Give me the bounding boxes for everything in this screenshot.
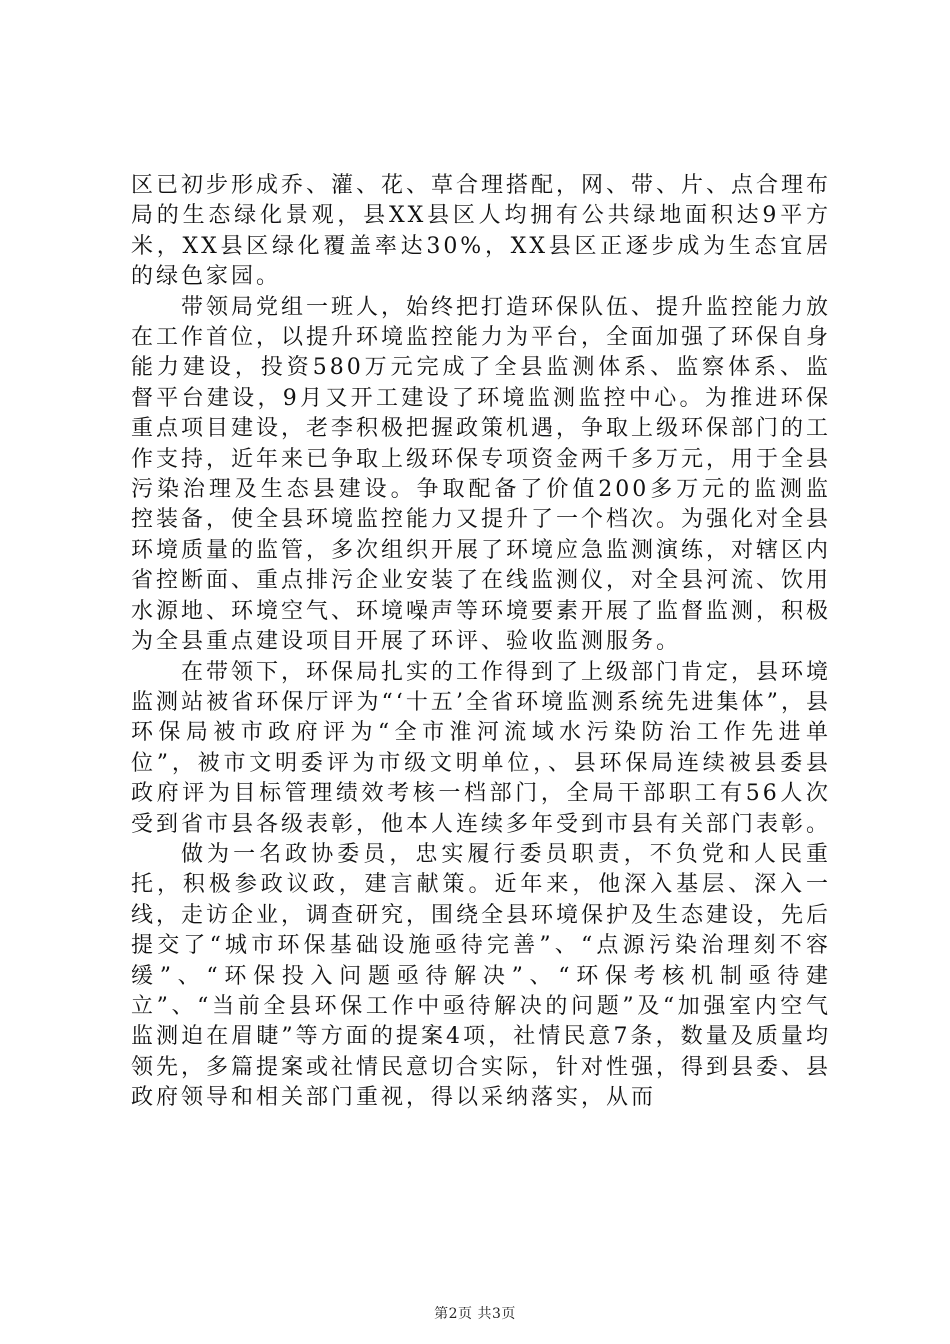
paragraph-3: 在带领下，环保局扎实的工作得到了上级部门肯定，县环境监测站被省环保厅评为“‘十五’全省环境监测系统先进集体”，县环保局被市政府评为“全市淮河流域水污染防治工作先进单位”，被市文明委评为市级文明单位，、县环保局连续被县委县政府评为目标管理绩效考核一档部门，全局干部职工有56人次受到省市县各级表彰，他本人连续多年受到市县有关部门表彰。: [131, 659, 832, 837]
paragraph-2: 带领局党组一班人，始终把打造环保队伍、提升监控能力放在工作首位，以提升环境监控能力为平台，全面加强了环保自身能力建设，投资580万元完成了全县监测体系、监察体系、监督平台建设，9月又开工建设了环境监测监控中心。为推进环保重点项目建设，老李积极把握政策机遇，争取上级环保部门的工作支持，近年来已争取上级环保专项资金两千多万元，用于全县污染治理及生态县建设。争取配备了价值200多万元的监测监控装备，使全县环境监控能力又提升了一个档次。为强化对全县环境质量的监管，多次组织开展了环境应急监测演练，对辖区内省控断面、重点排污企业安装了在线监测仪，对全县河流、饮用水源地、环境空气、环境噪声等环境要素开展了监督监测，积极为全县重点建设项目开展了环评、验收监测服务。: [131, 294, 832, 655]
page-number-footer: 第2页 共3页: [434, 1306, 516, 1322]
document-body: [131, 171, 831, 1114]
paragraph-1: 区已初步形成乔、灌、花、草合理搭配，网、带、片、点合理布局的生态绿化景观，县XX县区人均拥有公共绿地面积达9平方米，XX县区绿化覆盖率达30%，XX县区正逐步成为生态宜居的绿色家园。: [131, 173, 832, 290]
paragraph-4: 做为一名政协委员，忠实履行委员职责，不负党和人民重托，积极参政议政，建言献策。近年来，他深入基层、深入一线，走访企业，调查研究，围绕全县环境保护及生态建设，先后提交了“城市环保基础设施亟待完善”、“点源污染治理刻不容缓”、“环保投入问题亟待解决”、“环保考核机制亟待建立”、“当前全县环保工作中亟待解决的问题”及“加强室内空气监测迫在眉睫”等方面的提案4项，社情民意7条，数量及质量均领先，多篇提案或社情民意切合实际，针对性强，得到县委、县政府领导和相关部门重视，得以采纳落实，从而: [131, 841, 832, 1111]
